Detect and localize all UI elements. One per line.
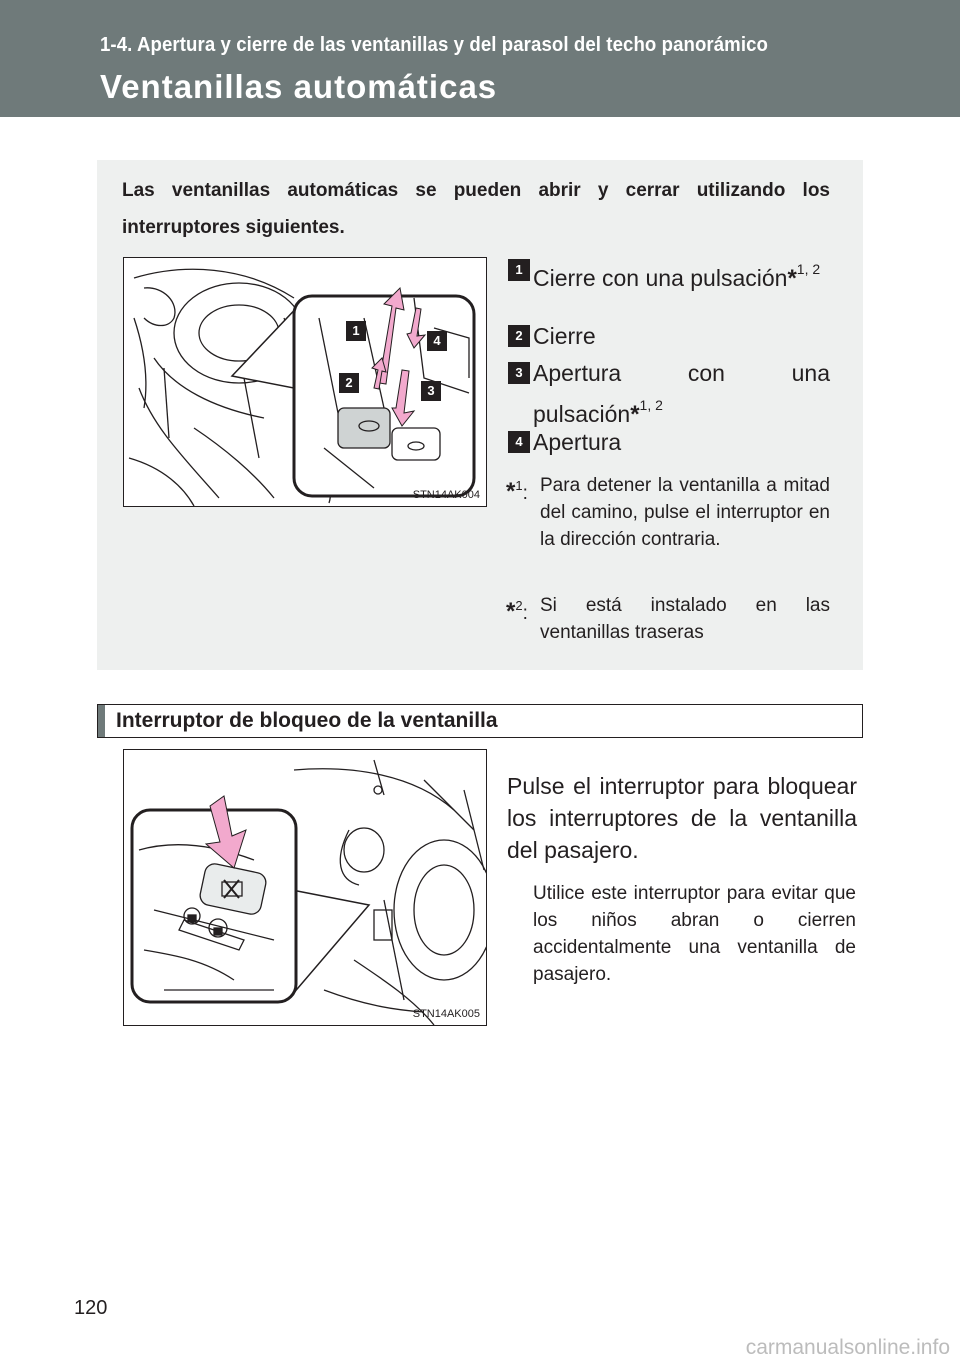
callout-4: 4 bbox=[427, 331, 447, 351]
item-1-star: * bbox=[787, 265, 797, 292]
footnote-1-star: * bbox=[506, 478, 516, 505]
item-1 bbox=[533, 253, 830, 295]
item-number-1: 1 bbox=[508, 259, 530, 281]
item-3 bbox=[533, 357, 830, 431]
subsection-title: Interruptor de bloqueo de la ventanilla bbox=[116, 709, 498, 732]
footnote-1-text: Para detener la ventanilla a mitad del camino, pulse el interruptor en la dirección contraria. bbox=[540, 475, 830, 550]
item-number-4: 4 bbox=[508, 431, 530, 453]
item-number-2: 2 bbox=[508, 325, 530, 347]
subsection-stripe bbox=[98, 705, 105, 737]
section-label: 1-4. Apertura y cierre de las ventanillas y del parasol del techo panorámico bbox=[100, 34, 768, 56]
watermark: carmanualsonline.info bbox=[745, 1336, 950, 1359]
item-3-superscript: 1, 2 bbox=[639, 397, 663, 413]
footnote-2-colon: : bbox=[522, 603, 528, 624]
callout-2: 2 bbox=[339, 373, 359, 393]
callout-3: 3 bbox=[421, 381, 441, 401]
item-2-text: Cierre bbox=[533, 323, 596, 349]
page-title: Ventanillas automáticas bbox=[100, 68, 498, 105]
footnote-2-star: * bbox=[506, 598, 516, 625]
figure-window-switches bbox=[123, 257, 487, 507]
subsection-note: Utilice este interruptor para evitar que los niños abran o cierren accidentalmente una ventanilla de pasajero. bbox=[533, 883, 856, 985]
lock-switch-illustration bbox=[124, 750, 486, 1025]
intro-text: Las ventanillas automáticas se pueden abrir y cerrar utilizando los interruptores siguientes. bbox=[122, 180, 830, 238]
page-number: 120 bbox=[74, 1297, 108, 1319]
footnote-2-text: Si está instalado en las ventanillas traseras bbox=[540, 595, 830, 643]
item-3-text: Apertura con una pulsación bbox=[533, 360, 830, 427]
footnote-1-superscript: 1 bbox=[515, 478, 523, 493]
footnote-1 bbox=[506, 472, 830, 582]
item-1-text: Cierre con una pulsación bbox=[533, 265, 788, 291]
figure-code: STN14AK004 bbox=[412, 489, 480, 501]
figure-lock-switch bbox=[123, 749, 487, 1026]
callout-1: 1 bbox=[346, 321, 366, 341]
item-4-text: Apertura bbox=[533, 429, 622, 455]
item-1-superscript: 1, 2 bbox=[796, 261, 821, 277]
footnote-2 bbox=[506, 592, 830, 648]
item-number-3: 3 bbox=[508, 362, 530, 384]
subsection-heading-bar bbox=[97, 704, 863, 738]
figure-code-2: STN14AK005 bbox=[412, 1008, 480, 1020]
item-3-star: * bbox=[630, 401, 640, 428]
footnote-2-superscript: 2 bbox=[515, 598, 523, 613]
header-band bbox=[0, 0, 960, 117]
footnote-1-colon: : bbox=[522, 483, 528, 504]
item-4 bbox=[533, 426, 830, 458]
item-2 bbox=[533, 320, 830, 352]
subsection-body: Pulse el interruptor para bloquear los interruptores de la ventanilla del pasajero. bbox=[507, 773, 857, 863]
